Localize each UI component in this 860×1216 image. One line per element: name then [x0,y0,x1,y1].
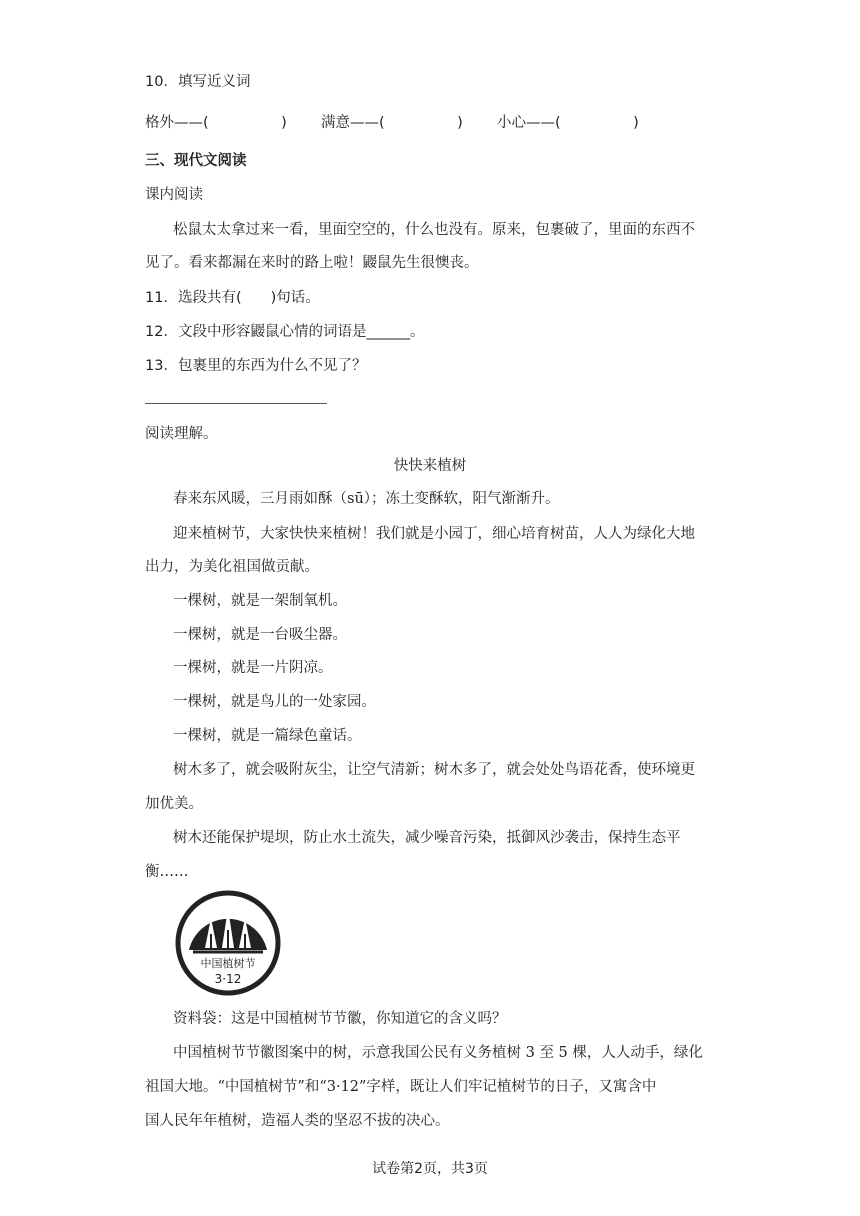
reading-line: 一棵树，就是一篇绿色童话。 [173,728,362,744]
question-12[interactable]: 12．文段中形容鼹鼠心情的词语是______。 [145,324,425,340]
passage-line: 见了。看来都漏在来时的路上啦！鼹鼠先生很懊丧。 [145,255,479,271]
info-paragraph: 中国植树节节徽图案中的树，示意我国公民有义务植树 3 至 5 棵，人人动手，绿化 [173,1045,703,1061]
question-11[interactable]: 11．选段共有( )句话。 [145,290,320,306]
page-footer: 试卷第2页，共3页 [372,1161,488,1177]
reading-line: 一棵树，就是鸟儿的一处家园。 [173,694,376,710]
synonym-blank-1[interactable]: 格外——( ) [145,115,287,131]
synonym-blank-3[interactable]: 小心——( ) [497,115,639,131]
reading-line: 一棵树，就是一架制氧机。 [173,593,347,609]
info-question: 资料袋：这是中国植树节节徽，你知道它的含义吗？ [173,1011,507,1027]
question-10-label: 10．填写近义词 [145,74,251,90]
info-paragraph: 祖国大地。“中国植树节”和“3·12”字样，既让人们牢记植树节的日子，又寓含中 [145,1079,657,1095]
emblem-name-text: 中国植树节 [200,957,256,970]
reading-paragraph: 加优美。 [145,796,203,812]
reading-paragraph: 衡…… [145,864,189,880]
reading-paragraph: 出力，为美化祖国做贡献。 [145,559,319,575]
answer-line[interactable] [145,403,327,404]
reading-paragraph: 迎来植树节，大家快快来植树！我们就是小园丁，细心培育树苗，人人为绿化大地 [173,526,695,542]
reading-title: 快快来植树 [393,458,467,474]
synonym-blank-2[interactable]: 满意——( ) [321,115,463,131]
subsection-label: 阅读理解。 [145,426,218,442]
subsection-label: 课内阅读 [145,187,203,203]
reading-paragraph: 树木多了，就会吸附灰尘，让空气清新；树木多了，就会处处鸟语花香，使环境更 [173,762,695,778]
info-paragraph: 国人民年年植树，造福人类的坚忍不拔的决心。 [145,1113,450,1129]
reading-paragraph: 树木还能保护堤坝，防止水土流失，减少噪音污染，抵御风沙袭击，保持生态平 [173,830,681,846]
passage-line: 松鼠太太拿过来一看，里面空空的，什么也没有。原来，包裹破了，里面的东西不 [173,222,695,238]
reading-paragraph: 春来东风暖，三月雨如酥（sū）；冻土变酥软，阳气渐渐升。 [173,491,560,507]
section-heading: 三、现代文阅读 [145,153,247,169]
reading-line: 一棵树，就是一台吸尘器。 [173,627,347,643]
question-13: 13．包裹里的东西为什么不见了？ [145,358,367,374]
tree-emblem-icon [175,890,281,996]
reading-line: 一棵树，就是一片阴凉。 [173,660,333,676]
emblem-date-text: 3·12 [214,972,242,986]
